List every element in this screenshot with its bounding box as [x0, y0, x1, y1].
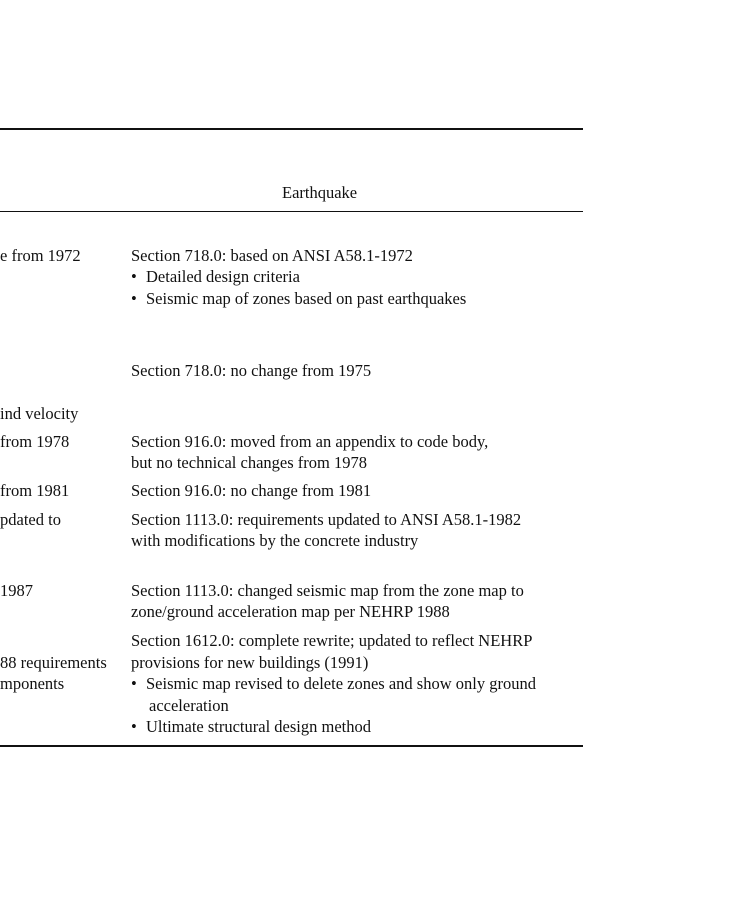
left-column-fragment: e from 1972 [0, 246, 81, 265]
earthquake-cell-line: Section 718.0: based on ANSI A58.1-1972 [131, 246, 413, 265]
table-header-rule [0, 211, 583, 212]
earthquake-cell-line: Section 1113.0: changed seismic map from the zone map to [131, 581, 524, 600]
bullet-text: Seismic map of zones based on past earthquakes [146, 289, 467, 308]
left-column-fragment: pdated to [0, 510, 61, 529]
earthquake-cell-line: but no technical changes from 1978 [131, 453, 367, 472]
left-column-fragment: 88 requirements [0, 653, 107, 672]
column-header-earthquake: Earthquake [282, 183, 358, 202]
bullet-item [131, 266, 300, 287]
bullet-continuation: acceleration [149, 696, 229, 715]
bullet-glyph: • [131, 267, 137, 286]
bullet-text: Detailed design criteria [146, 267, 300, 286]
left-column-fragment: 1987 [0, 581, 33, 600]
earthquake-cell-line: Section 1612.0: complete rewrite; updated to reflect NEHRP [131, 631, 533, 650]
earthquake-cell-line: Section 916.0: moved from an appendix to code body, [131, 432, 489, 451]
bullet-glyph: • [131, 289, 137, 308]
earthquake-cell-line: provisions for new buildings (1991) [131, 653, 369, 672]
table-top-rule [0, 128, 583, 130]
bullet-glyph: • [131, 674, 137, 693]
table-bottom-rule [0, 745, 583, 747]
bullet-glyph: • [131, 717, 137, 736]
bullet-item [131, 716, 371, 737]
earthquake-cell-line: Section 916.0: no change from 1981 [131, 481, 372, 500]
left-column-fragment: from 1978 [0, 432, 70, 451]
earthquake-cell-line: with modifications by the concrete industry [131, 531, 419, 550]
left-column-fragment: ind velocity [0, 404, 79, 423]
bullet-text: Seismic map revised to delete zones and show only ground [146, 674, 536, 693]
earthquake-cell-line: Section 718.0: no change from 1975 [131, 361, 372, 380]
left-column-fragment: from 1981 [0, 481, 70, 500]
earthquake-cell-line: zone/ground acceleration map per NEHRP 1988 [131, 602, 450, 621]
bullet-item [131, 673, 536, 694]
bullet-text: Ultimate structural design method [146, 717, 371, 736]
left-column-fragment: mponents [0, 674, 65, 693]
earthquake-cell-line: Section 1113.0: requirements updated to ANSI A58.1-1982 [131, 510, 522, 529]
bullet-item [131, 288, 466, 309]
